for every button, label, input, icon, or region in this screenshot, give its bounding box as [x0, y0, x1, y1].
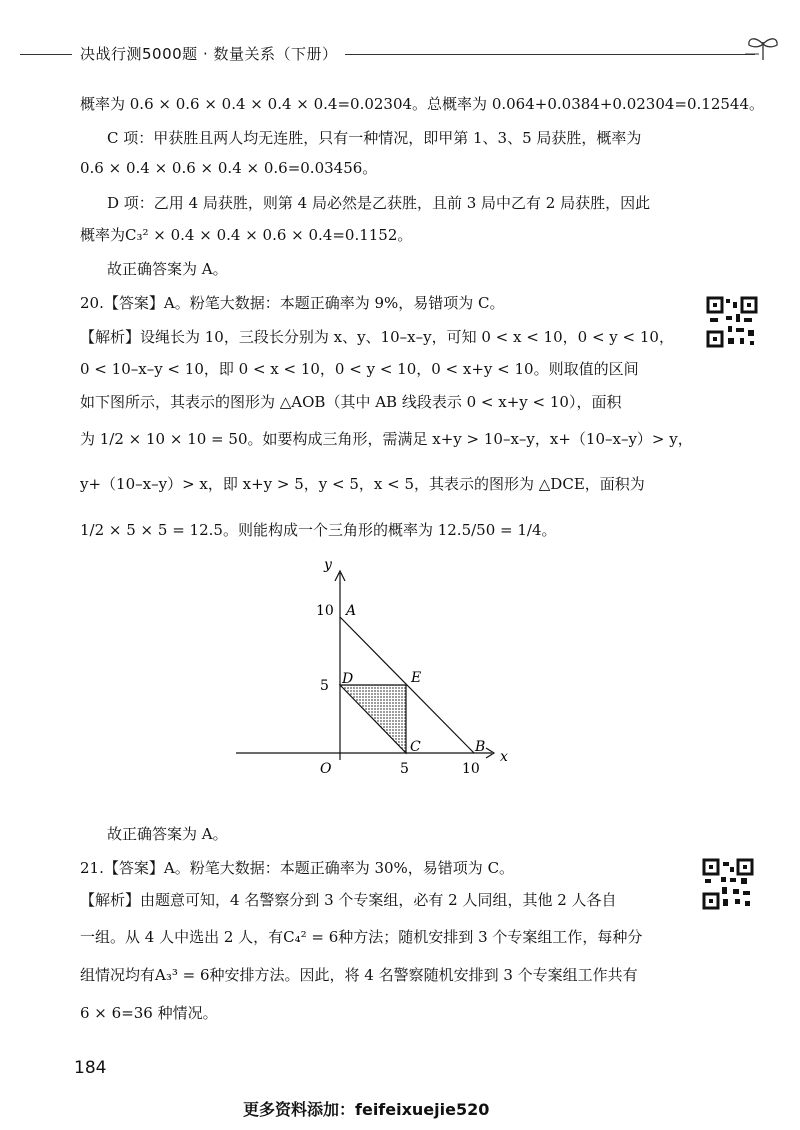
body-line: 0.6 × 0.4 × 0.6 × 0.4 × 0.6=0.03456。 [80, 159, 378, 177]
body-line: 故正确答案为 A。 [107, 260, 228, 278]
body-line: 如下图所示，其表示的图形为 △AOB（其中 AB 线段表示 0 < x+y < 10），面积 [80, 393, 622, 411]
point-b-label: B [475, 739, 486, 755]
body-line: 6 × 6=36 种情况。 [80, 1004, 218, 1022]
body-line: 概率为C₃² × 0.4 × 0.4 × 0.6 × 0.4=0.1152。 [80, 226, 413, 244]
sprout-icon [745, 32, 781, 62]
body-line: D 项：乙用 4 局获胜，则第 4 局必然是乙获胜，且前 3 局中乙有 2 局获胜，因此 [107, 194, 651, 212]
body-line: 故正确答案为 A。 [107, 825, 228, 843]
x-tick-5: 5 [400, 761, 409, 777]
answer-line: 21.【答案】A。粉笔大数据：本题正确率为 30%，易错项为 C。 [80, 859, 515, 877]
y-tick-5: 5 [320, 678, 329, 694]
x-axis-label: x [500, 749, 508, 765]
answer-line: 20.【答案】A。粉笔大数据：本题正确率为 9%，易错项为 C。 [80, 294, 505, 312]
point-e-label: E [411, 670, 422, 686]
running-header [20, 40, 780, 70]
body-line: 1/2 × 5 × 5 = 12.5。则能构成一个三角形的概率为 12.5/50 = 1/4。 [80, 521, 557, 539]
x-tick-10: 10 [462, 761, 480, 777]
footer-note: 更多资料添加：feifeixuejie520 [243, 1100, 490, 1119]
body-line: y+（10–x–y）> x，即 x+y > 5，y < 5，x < 5，其表示的图形为 △DCE，面积为 [80, 475, 645, 493]
y-axis-label: y [324, 557, 332, 573]
body-line: 组情况均有A₃³ = 6种安排方法。因此，将 4 名警察随机安排到 3 个专案组工作共有 [80, 966, 638, 984]
origin-label: O [320, 761, 332, 777]
coordinate-diagram [230, 555, 530, 785]
body-line: 0 < 10–x–y < 10，即 0 < x < 10，0 < y < 10，0 < x+y < 10。则取值的区间 [80, 360, 639, 378]
body-line: 概率为 0.6 × 0.6 × 0.4 × 0.4 × 0.4=0.02304。总概率为 0.064+0.0384+0.02304=0.12544。 [80, 95, 765, 113]
header-rule-right [345, 54, 755, 55]
body-line: 一组。从 4 人中选出 2 人，有C₄² = 6种方法；随机安排到 3 个专案组工作，每种分 [80, 928, 643, 946]
header-rule-left [20, 54, 72, 55]
y-tick-10: 10 [316, 603, 334, 619]
book-title: 决战行测5000题 · 数量关系（下册） [80, 45, 338, 63]
point-c-label: C [410, 739, 421, 755]
body-line: C 项：甲获胜且两人均无连胜，只有一种情况，即甲第 1、3、5 局获胜，概率为 [107, 129, 642, 147]
page-number: 184 [74, 1058, 107, 1078]
body-line: 【解析】设绳长为 10，三段长分别为 x、y、10–x–y，可知 0 < x < 10，0 < y < 10， [80, 328, 674, 346]
qr-code-icon[interactable] [706, 296, 758, 348]
point-a-label: A [346, 603, 357, 619]
point-d-label: D [342, 671, 354, 687]
triangle-dce [340, 685, 406, 753]
body-line: 为 1/2 × 10 × 10 = 50。如要构成三角形，需满足 x+y > 10–x–y，x+（10–x–y）> y， [80, 430, 693, 448]
body-line: 【解析】由题意可知，4 名警察分到 3 个专案组，必有 2 人同组，其他 2 人各自 [80, 891, 617, 909]
qr-code-icon[interactable] [702, 858, 754, 910]
